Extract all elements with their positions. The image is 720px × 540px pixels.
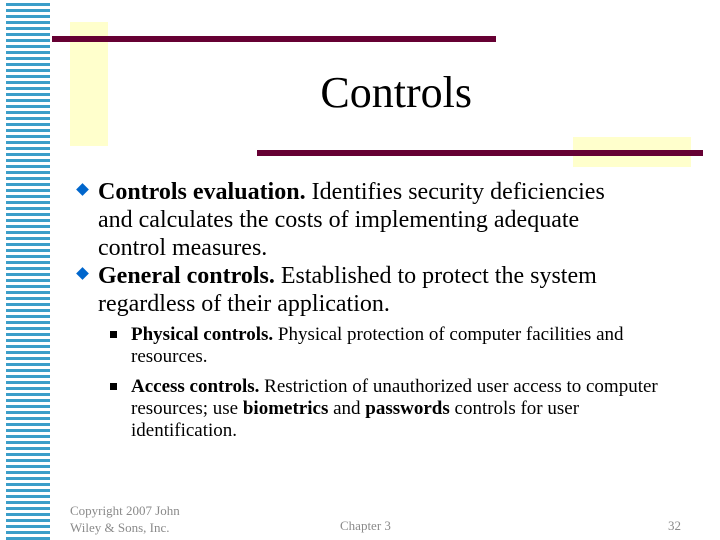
title-rule-bottom: [257, 150, 703, 156]
sub-bullet-item: [110, 324, 680, 368]
square-bullet-icon: [110, 383, 117, 390]
sub-bullet-term: Physical controls.: [131, 324, 274, 345]
bullet-body: Identifies security deficiencies and calculates the costs of implementing adequate control measures.: [98, 179, 605, 261]
sub-bullet-item: [110, 376, 680, 442]
bullet-body: Established to protect the system regardless of their application.: [98, 263, 597, 317]
sub-bullet-keyword: biometrics: [242, 398, 329, 419]
bullet-item: [78, 262, 618, 318]
footer-copyright: Copyright 2007 John Wiley & Sons, Inc.: [70, 503, 180, 535]
bullet-text: [78, 262, 618, 318]
footer-chapter: Chapter 3: [340, 518, 391, 533]
footer-page-number: 32: [668, 518, 681, 533]
bullet-item: [78, 178, 618, 262]
sub-bullet-body: Physical protection of computer facilities and resources.: [131, 324, 624, 367]
sub-bullet-text: [110, 376, 680, 442]
sub-bullet-body: controls for user identification.: [131, 398, 580, 441]
bullet-text: [78, 178, 618, 262]
sub-bullet-body: Restriction of unauthorized user access to computer resources; use: [131, 376, 658, 419]
bullet-term: General controls.: [98, 263, 275, 289]
sub-bullet-term: Access controls.: [131, 376, 260, 397]
slide-title: Controls: [320, 68, 472, 117]
square-bullet-icon: [110, 331, 117, 338]
sub-bullet-body: and: [328, 398, 366, 419]
bullet-term: Controls evaluation.: [98, 179, 306, 205]
slide-title-container: [0, 66, 640, 120]
sub-bullet-keyword: passwords: [365, 398, 450, 419]
sub-bullet-text: [110, 324, 680, 368]
title-rule-top: [52, 36, 496, 42]
